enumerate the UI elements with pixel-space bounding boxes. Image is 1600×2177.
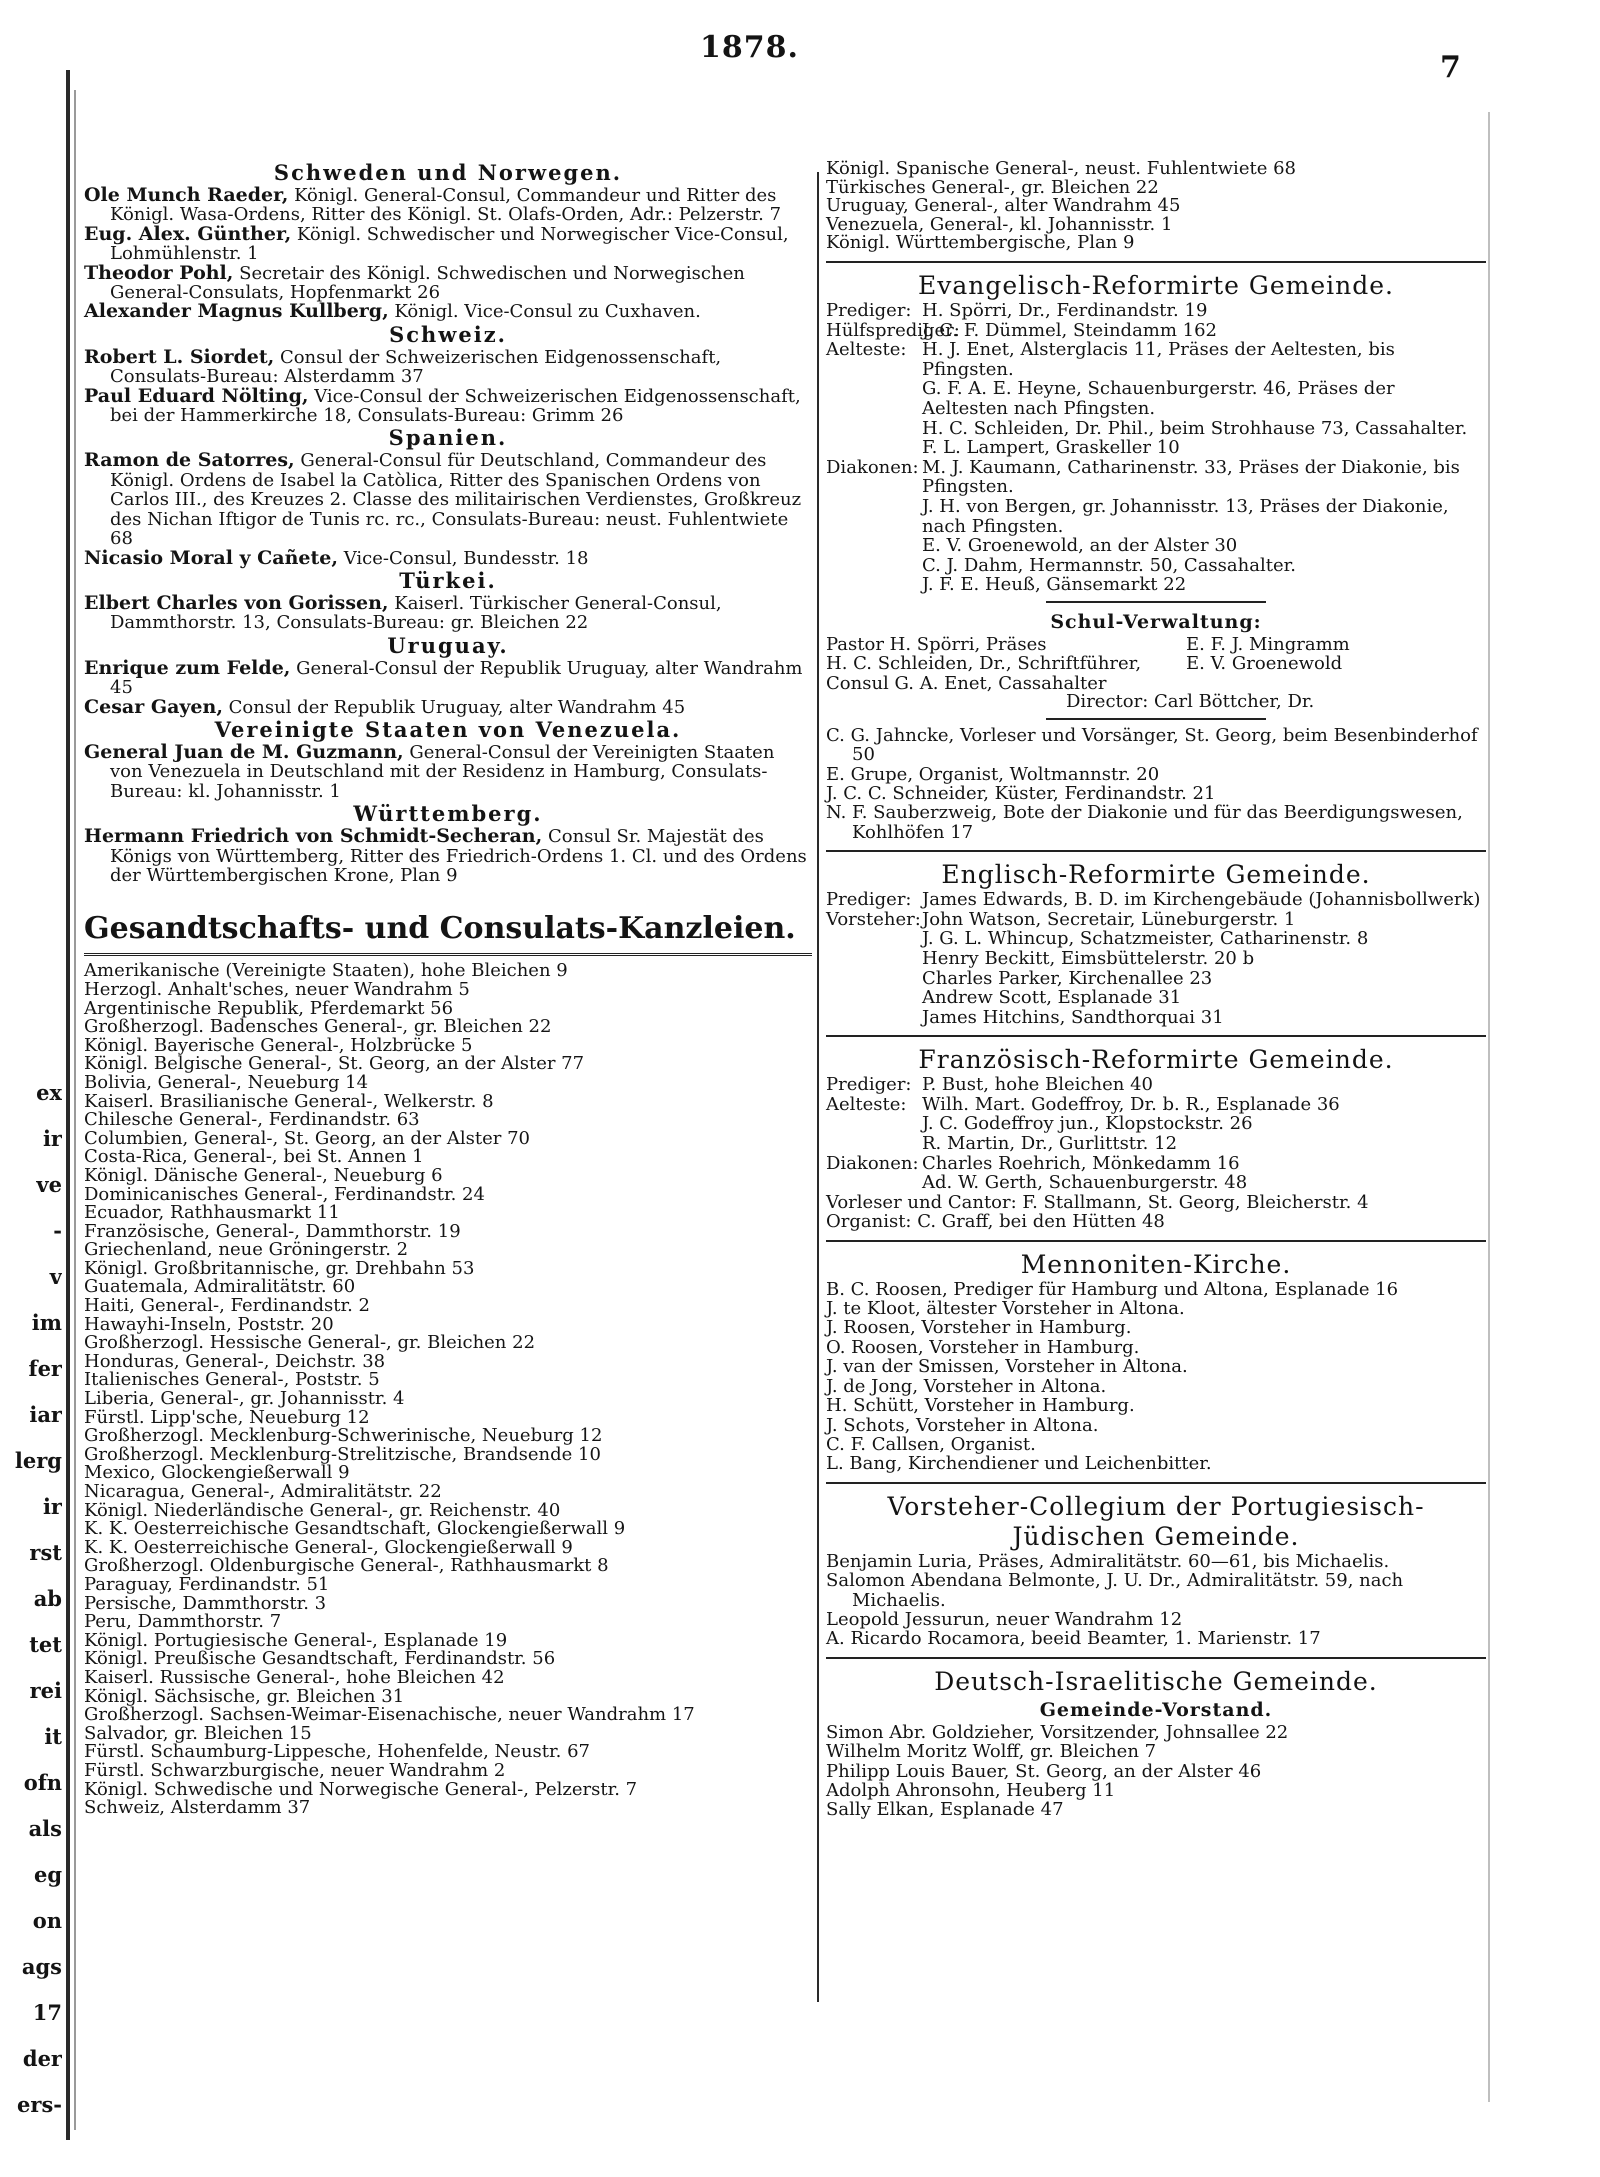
edge-fragment: ags: [21, 1954, 62, 1979]
edge-fragment: ab: [33, 1586, 62, 1611]
edge-fragment: ir: [42, 1126, 62, 1151]
column-divider: [817, 172, 819, 2002]
kanzlei-entry: Großherzogl. Mecklenburg-Schwerinische, Neueburg 12: [84, 1425, 603, 1447]
kanzlei-entry: Französische, General-, Dammthorstr. 19: [84, 1220, 461, 1242]
role-label: [826, 988, 922, 1008]
edge-fragment: on: [32, 1908, 62, 1933]
kanzlei-entry: Königl. Preußische Gesandtschaft, Ferdinandstr. 56: [84, 1648, 556, 1670]
edge-fragment: rei: [29, 1678, 62, 1703]
member-text: H. C. Schleiden, Dr. Phil., beim Strohhause 73, Cassahalter.: [922, 417, 1468, 439]
country-heading: Schweden und Norwegen.: [273, 160, 623, 185]
role-label: [826, 1173, 922, 1193]
portuguese-heading: Vorsteher-Collegium der Portugiesisch-Jüdischen Gemeinde.: [887, 1491, 1425, 1551]
member-line: Consul G. A. Enet, Cassahalter: [826, 672, 1107, 694]
consul-details: General-Consul für Deutschland, Commandeur des Königl. Ordens de Isabel la Catòlica, Ritter des Spanischen Ordens von Carlos III., des Kreuzes 2. Classe des militairischen Verdienstes, Großkreuz des Nichan Iftigor de Tunis rc. rc., Consulats-Bureau: neust. Fuhlentwiete 68: [110, 450, 802, 550]
kanzlei-entry: Großherzogl. Oldenburgische General-, Rathhausmarkt 8: [84, 1555, 609, 1577]
member-line: Salomon Abendana Belmonte, J. U. Dr., Admiralitätstr. 59, nach Michaelis.: [826, 1570, 1404, 1611]
role-label: [826, 575, 922, 595]
member-text: H. Spörri, Dr., Ferdinandstr. 19: [922, 299, 1208, 321]
member-row: [826, 929, 1486, 949]
member-text: J. G. L. Whincup, Schatzmeister, Catharinenstr. 8: [922, 928, 1369, 950]
role-label: [826, 1008, 922, 1028]
consul-name: Elbert Charles von Gorissen,: [84, 591, 389, 614]
consul-entry: [84, 591, 812, 634]
divider: [826, 1657, 1486, 1659]
edge-fragment: fer: [28, 1356, 62, 1381]
kanzleien-continued: [826, 160, 1486, 253]
israelite-heading: Deutsch-Israelitische Gemeinde.: [934, 1666, 1378, 1696]
member-line: H. C. Schleiden, Dr., Schriftführer,: [826, 653, 1142, 675]
ev-ref-members: [826, 301, 1486, 595]
member-text: James Hitchins, Sandthorquai 31: [922, 1006, 1224, 1028]
member-line: H. Schütt, Vorsteher in Hamburg.: [826, 1395, 1135, 1417]
member-line: J. de Jong, Vorsteher in Altona.: [826, 1375, 1107, 1397]
kanzlei-entry: Amerikanische (Vereinigte Staaten), hohe Bleichen 9: [84, 960, 568, 982]
member-text: M. J. Kaumann, Catharinenstr. 33, Präses der Diakonie, bis Pfingsten.: [922, 456, 1460, 498]
member-text: James Edwards, B. D. im Kirchengebäude (Johannisbollwerk): [922, 889, 1481, 911]
kanzlei-entry: Königl. Spanische General-, neust. Fuhlentwiete 68: [826, 158, 1296, 179]
kanzlei-entry: Liberia, General-, gr. Johannisstr. 4: [84, 1388, 405, 1410]
role-label: [826, 379, 922, 418]
member-line: C. G. Jahncke, Vorleser und Vorsänger, St. Georg, beim Besenbinderhof 50: [826, 724, 1478, 766]
member-row: [826, 1134, 1486, 1154]
kanzlei-entry: Costa-Rica, General-, bei St. Annen 1: [84, 1146, 424, 1168]
kanzlei-entry: Honduras, General-, Deichstr. 38: [84, 1350, 386, 1372]
member-line: J. Roosen, Vorsteher in Hamburg.: [826, 1317, 1132, 1339]
role-label: [826, 1114, 922, 1134]
kanzlei-entry: Großherzogl. Mecklenburg-Strelitzische, Brandsende 10: [84, 1443, 601, 1465]
edge-fragment: ve: [36, 1172, 62, 1197]
member-line: Organist: C. Graff, bei den Hütten 48: [826, 1211, 1165, 1233]
kanzlei-entry: Guatemala, Admiralitätstr. 60: [84, 1276, 356, 1298]
consul-name: Paul Eduard Nölting,: [84, 384, 309, 407]
member-line: Sally Elkan, Esplanade 47: [826, 1799, 1064, 1821]
member-row: [826, 301, 1486, 321]
school-right: [1186, 635, 1486, 693]
member-text: E. V. Groenewold, an der Alster 30: [922, 535, 1238, 557]
divider: [1046, 601, 1266, 603]
edge-fragment: im: [31, 1310, 62, 1335]
consul-entry: [84, 222, 812, 265]
consul-details: General-Consul der Vereinigten Staaten von Venezuela in Deutschland mit der Residenz in Hamburg, Consulats-Bureau: kl. Johannisstr. 1: [110, 741, 775, 802]
kanzlei-entry: Fürstl. Schaumburg-Lippesche, Hohenfelde, Neustr. 67: [84, 1741, 590, 1763]
member-line: Benjamin Luria, Präses, Admiralitätstr. 60—61, bis Michaelis.: [826, 1550, 1390, 1572]
role-label: Prediger:: [826, 299, 912, 321]
role-label: [826, 536, 922, 556]
kanzlei-entry: Dominicanisches General-, Ferdinandstr. 24: [84, 1183, 485, 1205]
country-heading: Uruguay.: [387, 632, 509, 658]
en-ref-members: [826, 890, 1486, 1027]
role-label: [826, 1134, 922, 1154]
role-label: Diakonen:: [826, 1152, 919, 1174]
portuguese-members: [826, 1552, 1486, 1649]
member-row: [826, 419, 1486, 439]
kanzlei-entry: Kaiserl. Brasilianische General-, Welkerstr. 8: [84, 1090, 494, 1112]
consul-name: Ramon de Satorres,: [84, 449, 295, 472]
kanzlei-entry: Uruguay, General-, alter Wandrahm 45: [826, 195, 1181, 217]
member-row: [826, 458, 1486, 497]
divider: [1046, 718, 1266, 720]
member-row: [826, 1075, 1486, 1095]
member-line: Pastor H. Spörri, Präses: [826, 633, 1047, 655]
book-spine-shadow: [74, 90, 76, 2130]
member-row: [826, 1173, 1486, 1193]
edge-fragment: v: [49, 1264, 62, 1289]
left-column: [84, 160, 812, 1818]
edge-fragment: it: [44, 1724, 62, 1749]
consul-details: Vice-Consul, Bundesstr. 18: [338, 547, 589, 569]
consul-details: Consul Sr. Majestät des Königs von Württemberg, Ritter des Friedrich-Ordens 1. Cl. und des Ordens der Württembergischen Krone, Plan 9: [110, 826, 807, 886]
consul-details: Secretair des Königl. Schwedischen und Norwegischen General-Consulats, Hopfenmarkt 26: [110, 262, 745, 304]
country-heading: Schweiz.: [389, 321, 507, 347]
divider: [826, 1482, 1486, 1484]
member-line: J. Schots, Vorsteher in Altona.: [826, 1414, 1099, 1436]
page-edge: [1488, 112, 1490, 2102]
kanzlei-entry: Ecuador, Rathhausmarkt 11: [84, 1202, 340, 1224]
member-row: [826, 988, 1486, 1008]
edge-fragment: -: [53, 1218, 62, 1243]
kanzlei-entry: Salvador, gr. Bleichen 15: [84, 1722, 312, 1744]
edge-fragment: eg: [33, 1862, 62, 1887]
member-line: B. C. Roosen, Prediger für Hamburg und Altona, Esplanade 16: [826, 1278, 1399, 1300]
consul-details: Consul der Schweizerischen Eidgenossenschaft, Consulats-Bureau: Alsterdamm 37: [110, 346, 722, 388]
kanzlei-entry: Großherzogl. Hessische General-, gr. Bleichen 22: [84, 1332, 536, 1354]
consul-details: Königl. Schwedischer und Norwegischer Vice-Consul, Lohmühlenstr. 1: [110, 223, 789, 265]
kanzlei-entry: Argentinische Republik, Pferdemarkt 56: [84, 997, 454, 1019]
book-spine: [66, 70, 70, 2140]
consul-name: Hermann Friedrich von Schmidt-Secheran,: [84, 825, 543, 848]
consul-name: General Juan de M. Guzmann,: [84, 740, 404, 763]
member-line: E. F. J. Mingramm: [1186, 633, 1350, 655]
role-label: Diakonen:: [826, 456, 919, 478]
kanzlei-entry: Columbien, General-, St. Georg, an der Alster 70: [84, 1127, 530, 1149]
member-line: Wilhelm Moritz Wolff, gr. Bleichen 7: [826, 1741, 1157, 1763]
kanzlei-entry: Königl. Württembergische, Plan 9: [826, 232, 1135, 254]
role-label: Vorsteher:: [826, 908, 921, 930]
member-row: [826, 575, 1486, 595]
edge-fragment: iar: [29, 1402, 62, 1427]
kanzlei-entry: Hawayhi-Inseln, Poststr. 20: [84, 1313, 334, 1335]
consul-name: Alexander Magnus Kullberg,: [84, 300, 389, 323]
member-text: P. Bust, hohe Bleichen 40: [922, 1074, 1153, 1096]
kanzlei-entry: Königl. Schwedische und Norwegische General-, Pelzerstr. 7: [84, 1778, 638, 1800]
member-line: C. F. Callsen, Organist.: [826, 1433, 1036, 1455]
consul-details: Consul der Republik Uruguay, alter Wandrahm 45: [222, 696, 686, 718]
consul-entry: [84, 827, 812, 885]
role-label: [826, 969, 922, 989]
kanzlei-entry: Königl. Belgische General-, St. Georg, an der Alster 77: [84, 1053, 585, 1075]
consul-entry: [84, 261, 812, 304]
country-heading: Türkei.: [399, 567, 497, 593]
consul-entry: [84, 546, 812, 569]
consul-details: Vice-Consul der Schweizerischen Eidgenossenschaft, bei der Hammerkirche 18, Consulats-Bureau: Grimm 26: [110, 385, 801, 427]
edge-fragment: tet: [29, 1632, 62, 1657]
divider: [826, 1240, 1486, 1242]
kanzlei-entry: Großherzogl. Badensches General-, gr. Bleichen 22: [84, 1016, 552, 1038]
kanzlei-entry: Schweiz, Alsterdamm 37: [84, 1797, 311, 1819]
member-text: F. L. Lampert, Graskeller 10: [922, 437, 1180, 459]
page-number: 7: [1440, 50, 1461, 85]
member-row: [826, 497, 1486, 536]
member-line: Simon Abr. Goldzieher, Vorsitzender, Johnsallee 22: [826, 1721, 1289, 1743]
member-row: [826, 536, 1486, 556]
member-row: [826, 1154, 1486, 1174]
kanzlei-entry: Griechenland, neue Gröningerstr. 2: [84, 1239, 409, 1261]
role-label: [826, 949, 922, 969]
edge-fragment: rst: [29, 1540, 62, 1565]
kanzlei-entry: Fürstl. Lipp'sche, Neueburg 12: [84, 1406, 370, 1428]
kanzlei-entry: Mexico, Glockengießerwall 9: [84, 1462, 350, 1484]
edge-fragment: 17: [32, 2000, 62, 2025]
kanzlei-entry: Königl. Großbritannische, gr. Drehbahn 53: [84, 1257, 475, 1279]
fr-ref-heading: Französisch-Reformirte Gemeinde.: [918, 1045, 1394, 1075]
member-line: Adolph Ahronsohn, Heuberg 11: [826, 1779, 1116, 1801]
member-row: [826, 910, 1486, 930]
school-director: Director: Carl Böttcher, Dr.: [1066, 691, 1315, 713]
divider: [826, 1035, 1486, 1037]
consul-entry: [84, 302, 812, 321]
ev-ref-staff: [826, 726, 1486, 842]
consul-name: Cesar Gayen,: [84, 695, 223, 718]
edge-fragment: ofn: [23, 1770, 62, 1795]
consul-details: Königl. General-Consul, Commandeur und Ritter des Königl. Wasa-Ordens, Ritter des Königl. St. Olafs-Orden, Adr.: Pelzerstr. 7: [110, 185, 782, 226]
member-text: C. J. Dahm, Hermannstr. 50, Cassahalter.: [922, 554, 1296, 576]
consul-entry: [84, 740, 812, 802]
right-column: [826, 160, 1486, 1820]
kanzlei-entry: Königl. Dänische General-, Neueburg 6: [84, 1164, 443, 1186]
kanzlei-entry: Peru, Dammthorstr. 7: [84, 1611, 282, 1633]
ev-ref-heading: Evangelisch-Reformirte Gemeinde.: [918, 270, 1394, 300]
role-label: Hülfsprediger:: [826, 319, 960, 341]
member-text: Charles Parker, Kirchenallee 23: [922, 967, 1213, 989]
kanzlei-entry: K. K. Oesterreichische General-, Glockengießerwall 9: [84, 1536, 573, 1558]
member-line: E. Grupe, Organist, Woltmannstr. 20: [826, 763, 1160, 785]
consul-entry: [84, 695, 812, 718]
member-line: Vorleser und Cantor: F. Stallmann, St. Georg, Bleicherstr. 4: [826, 1191, 1369, 1213]
country-heading: Vereinigte Staaten von Venezuela.: [214, 716, 682, 742]
role-label: [826, 497, 922, 536]
kanzlei-entry: Kaiserl. Russische General-, hohe Bleichen 42: [84, 1666, 505, 1688]
kanzlei-entry: Königl. Niederländische General-, gr. Reichenstr. 40: [84, 1499, 561, 1521]
edge-fragment: ers-: [17, 2092, 62, 2117]
israelite-members: [826, 1723, 1486, 1820]
fr-ref-staff: [826, 1193, 1486, 1232]
israelite-subheading: Gemeinde-Vorstand.: [1039, 1698, 1273, 1721]
edge-fragment: lerg: [14, 1448, 62, 1473]
edge-fragment: ex: [36, 1080, 62, 1105]
role-label: [826, 556, 922, 576]
member-line: E. V. Groenewold: [1186, 653, 1343, 675]
kanzlei-entry: Chilesche General-, Ferdinandstr. 63: [84, 1109, 420, 1131]
kanzlei-entry: Italienisches General-, Poststr. 5: [84, 1369, 380, 1391]
mennoniten-heading: Mennoniten-Kirche.: [1020, 1249, 1292, 1279]
previous-page-edge: [0, 80, 62, 2120]
consul-entry: [84, 656, 812, 699]
member-row: [826, 969, 1486, 989]
member-text: G. F. A. E. Heyne, Schauenburgerstr. 46, Präses der Aeltesten nach Pfingsten.: [922, 378, 1395, 419]
kanzlei-entry: Nicaragua, General-, Admiralitätstr. 22: [84, 1481, 442, 1502]
member-row: [826, 1114, 1486, 1134]
member-text: Charles Roehrich, Mönkedamm 16: [922, 1152, 1240, 1174]
school-left: [826, 635, 1186, 693]
divider: [826, 261, 1486, 263]
member-text: H. J. Enet, Alsterglacis 11, Präses der Aeltesten, bis Pfingsten.: [922, 339, 1395, 380]
consul-name: Ole Munch Raeder,: [84, 184, 289, 206]
edge-fragment: als: [28, 1816, 62, 1841]
kanzlei-entry: Herzogl. Anhalt'sches, neuer Wandrahm 5: [84, 978, 470, 1000]
kanzlei-entry: Bolivia, General-, Neueburg 14: [84, 1071, 369, 1093]
member-text: Wilh. Mart. Godeffroy, Dr. b. R., Esplanade 36: [922, 1093, 1340, 1115]
consul-name: Nicasio Moral y Cañete,: [84, 546, 338, 569]
consul-details: Königl. Vice-Consul zu Cuxhaven.: [388, 301, 701, 323]
kanzlei-entry: Paraguay, Ferdinandstr. 51: [84, 1573, 330, 1595]
member-line: O. Roosen, Vorsteher in Hamburg.: [826, 1336, 1140, 1358]
kanzlei-entry: Königl. Portugiesische General-, Esplanade 19: [84, 1629, 508, 1651]
member-row: [826, 379, 1486, 418]
role-label: [826, 438, 922, 458]
consul-entry: [84, 186, 812, 225]
school-heading: Schul-Verwaltung:: [1050, 610, 1262, 633]
divider: [826, 850, 1486, 852]
member-row: [826, 321, 1486, 341]
member-text: J. H. von Bergen, gr. Johannisstr. 13, Präses der Diakonie, nach Pfingsten.: [922, 495, 1449, 537]
member-row: [826, 1008, 1486, 1028]
school-board: [826, 635, 1486, 693]
member-text: J. F. E. Heuß, Gänsemarkt 22: [922, 574, 1187, 596]
consul-sections: [84, 160, 812, 885]
member-line: A. Ricardo Rocamora, beeid Beamter, 1. Marienstr. 17: [826, 1628, 1321, 1650]
kanzlei-entry: Türkisches General-, gr. Bleichen 22: [826, 176, 1159, 198]
consul-name: Theodor Pohl,: [84, 261, 234, 284]
member-line: Philipp Louis Bauer, St. Georg, an der Alster 46: [826, 1760, 1262, 1782]
kanzlei-entry: Königl. Sächsische, gr. Bleichen 31: [84, 1685, 405, 1707]
edge-fragment: der: [22, 2046, 62, 2071]
country-heading: Spanien.: [388, 425, 508, 451]
kanzlei-entry: Königl. Bayerische General-, Holzbrücke 5: [84, 1034, 473, 1056]
member-text: J. C. Godeffroy jun., Klopstockstr. 26: [922, 1113, 1253, 1135]
member-text: Henry Beckitt, Eimsbüttelerstr. 20 b: [922, 947, 1255, 969]
consul-entry: [84, 345, 812, 388]
role-label: Aelteste:: [826, 1093, 907, 1115]
member-row: [826, 340, 1486, 379]
consul-name: Eug. Alex. Günther,: [84, 222, 292, 245]
consul-name: Robert L. Siordet,: [84, 345, 275, 368]
role-label: [826, 419, 922, 439]
consul-entry: [84, 384, 812, 427]
consul-name: Enrique zum Felde,: [84, 656, 291, 679]
en-ref-heading: Englisch-Reformirte Gemeinde.: [941, 860, 1371, 890]
kanzlei-entry: Venezuela, General-, kl. Johannisstr. 1: [826, 213, 1173, 235]
page-year: 1878.: [700, 30, 799, 65]
role-label: Aelteste:: [826, 339, 907, 361]
fr-ref-members: [826, 1075, 1486, 1193]
consul-entry: [84, 451, 812, 548]
member-line: N. F. Sauberzweig, Bote der Diakonie und für das Beerdigungswesen, Kohlhöfen 17: [826, 802, 1463, 843]
member-line: J. C. C. Schneider, Küster, Ferdinandstr. 21: [826, 782, 1216, 804]
edge-fragment: ir: [42, 1494, 62, 1519]
kanzleien-list: [84, 962, 812, 1817]
consul-details: Kaiserl. Türkischer General-Consul, Dammthorstr. 13, Consulats-Bureau: gr. Bleichen 22: [110, 592, 722, 634]
member-line: L. Bang, Kirchendiener und Leichenbitter.: [826, 1453, 1212, 1475]
consul-details: General-Consul der Republik Uruguay, alter Wandrahm 45: [110, 657, 803, 699]
member-line: Leopold Jessurun, neuer Wandrahm 12: [826, 1608, 1183, 1630]
member-row: [826, 1095, 1486, 1115]
kanzlei-entry: Fürstl. Schwarzburgische, neuer Wandrahm 2: [84, 1759, 506, 1781]
role-label: [826, 929, 922, 949]
member-text: J. C. F. Dümmel, Steindamm 162: [922, 319, 1218, 341]
member-row: [826, 438, 1486, 458]
member-row: [826, 949, 1486, 969]
member-line: J. te Kloot, ältester Vorsteher in Altona.: [826, 1298, 1185, 1320]
kanzlei-entry: Haiti, General-, Ferdinandstr. 2: [84, 1295, 370, 1317]
member-row: [826, 556, 1486, 576]
member-text: Andrew Scott, Esplanade 31: [922, 987, 1182, 1009]
kanzleien-heading: Gesandtschafts- und Consulats-Kanzleien.: [84, 909, 812, 956]
role-label: Prediger:: [826, 1074, 912, 1096]
member-line: J. van der Smissen, Vorsteher in Altona.: [826, 1356, 1188, 1378]
member-text: R. Martin, Dr., Gurlittstr. 12: [922, 1133, 1178, 1155]
mennoniten-members: [826, 1280, 1486, 1474]
role-label: Prediger:: [826, 889, 912, 911]
kanzlei-entry: K. K. Oesterreichische Gesandtschaft, Glockengießerwall 9: [84, 1518, 626, 1540]
member-row: [826, 890, 1486, 910]
kanzlei-entry: Persische, Dammthorstr. 3: [84, 1592, 327, 1614]
member-text: Ad. W. Gerth, Schauenburgerstr. 48: [922, 1172, 1248, 1194]
kanzlei-entry: Großherzogl. Sachsen-Weimar-Eisenachische, neuer Wandrahm 17: [84, 1704, 695, 1726]
country-heading: Württemberg.: [353, 801, 543, 827]
member-text: John Watson, Secretair, Lüneburgerstr. 1: [922, 908, 1296, 930]
